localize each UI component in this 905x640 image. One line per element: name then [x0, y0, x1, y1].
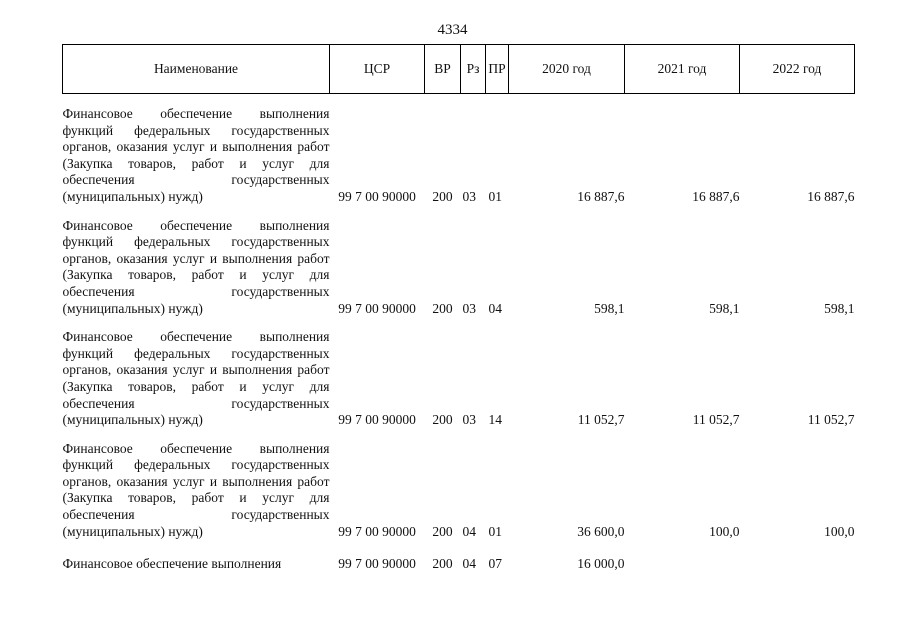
row-vr: 200: [432, 188, 453, 204]
row-name: Финансовое обеспечение выполнения функций федеральных государственных органов, оказания услуг и выполнения работ (Закупка товаров, работ и услуг для обеспечения государственных (муниципальных) нужд): [62, 217, 330, 316]
row-name: Финансовое обеспечение выполнения: [62, 556, 282, 572]
header-2021: 2021 год: [625, 45, 740, 94]
row-csr: 99 7 00 90000: [338, 556, 416, 572]
row-vr: 200: [432, 556, 453, 572]
row-2020: 16 887,6: [577, 188, 625, 204]
row-rz: 04: [462, 556, 476, 572]
table-row: [63, 94, 855, 206]
row-rz: 03: [462, 412, 476, 428]
table-body: [63, 94, 855, 573]
table-row: [63, 429, 855, 541]
row-csr: 99 7 00 90000: [338, 300, 416, 316]
row-2021: 598,1: [709, 300, 740, 316]
table-row: [63, 206, 855, 318]
row-2020: 598,1: [594, 300, 625, 316]
row-csr: 99 7 00 90000: [338, 523, 416, 539]
row-2022: [740, 540, 855, 573]
row-2020: 36 600,0: [577, 523, 625, 539]
table-row: [63, 540, 855, 573]
row-pr: 07: [488, 556, 502, 572]
row-vr: 200: [432, 523, 453, 539]
row-2022: 598,1: [824, 300, 855, 316]
row-rz: 04: [462, 523, 476, 539]
row-name: Финансовое обеспечение выполнения функций федеральных государственных органов, оказания услуг и выполнения работ (Закупка товаров, работ и услуг для обеспечения государственных (муниципальных) нужд): [62, 106, 330, 204]
page-number: 4334: [437, 22, 468, 38]
header-vr: ВР: [425, 45, 461, 94]
row-pr: 01: [488, 188, 502, 204]
row-2020: 16 000,0: [577, 556, 625, 572]
header-2020: 2020 год: [509, 45, 625, 94]
row-2022: 16 887,6: [807, 188, 855, 204]
row-name: Финансовое обеспечение выполнения функций федеральных государственных органов, оказания услуг и выполнения работ (Закупка товаров, работ и услуг для обеспечения государственных (муниципальных) нужд): [62, 440, 330, 539]
row-rz: 03: [462, 300, 476, 316]
row-csr: 99 7 00 90000: [338, 412, 416, 428]
header-name: Наименование: [63, 45, 330, 94]
budget-table: [62, 44, 855, 573]
table-row: [63, 317, 855, 429]
table-header: [63, 45, 855, 94]
row-vr: 200: [432, 300, 453, 316]
row-2021: 100,0: [709, 523, 740, 539]
header-pr: ПР: [486, 45, 509, 94]
row-pr: 14: [488, 412, 502, 428]
row-2022: 100,0: [824, 523, 855, 539]
header-2022: 2022 год: [740, 45, 855, 94]
row-2021: [625, 540, 740, 573]
row-rz: 03: [462, 188, 476, 204]
row-2021: 16 887,6: [692, 188, 740, 204]
row-2021: 11 052,7: [692, 412, 740, 428]
row-2022: 11 052,7: [807, 412, 855, 428]
row-name: Финансовое обеспечение выполнения функций федеральных государственных органов, оказания услуг и выполнения работ (Закупка товаров, работ и услуг для обеспечения государственных (муниципальных) нужд): [62, 329, 330, 428]
row-csr: 99 7 00 90000: [338, 188, 416, 204]
row-pr: 01: [488, 523, 502, 539]
row-pr: 04: [488, 300, 502, 316]
header-rz: Рз: [461, 45, 486, 94]
row-vr: 200: [432, 412, 453, 428]
header-csr: ЦСР: [330, 45, 425, 94]
row-2020: 11 052,7: [577, 412, 625, 428]
